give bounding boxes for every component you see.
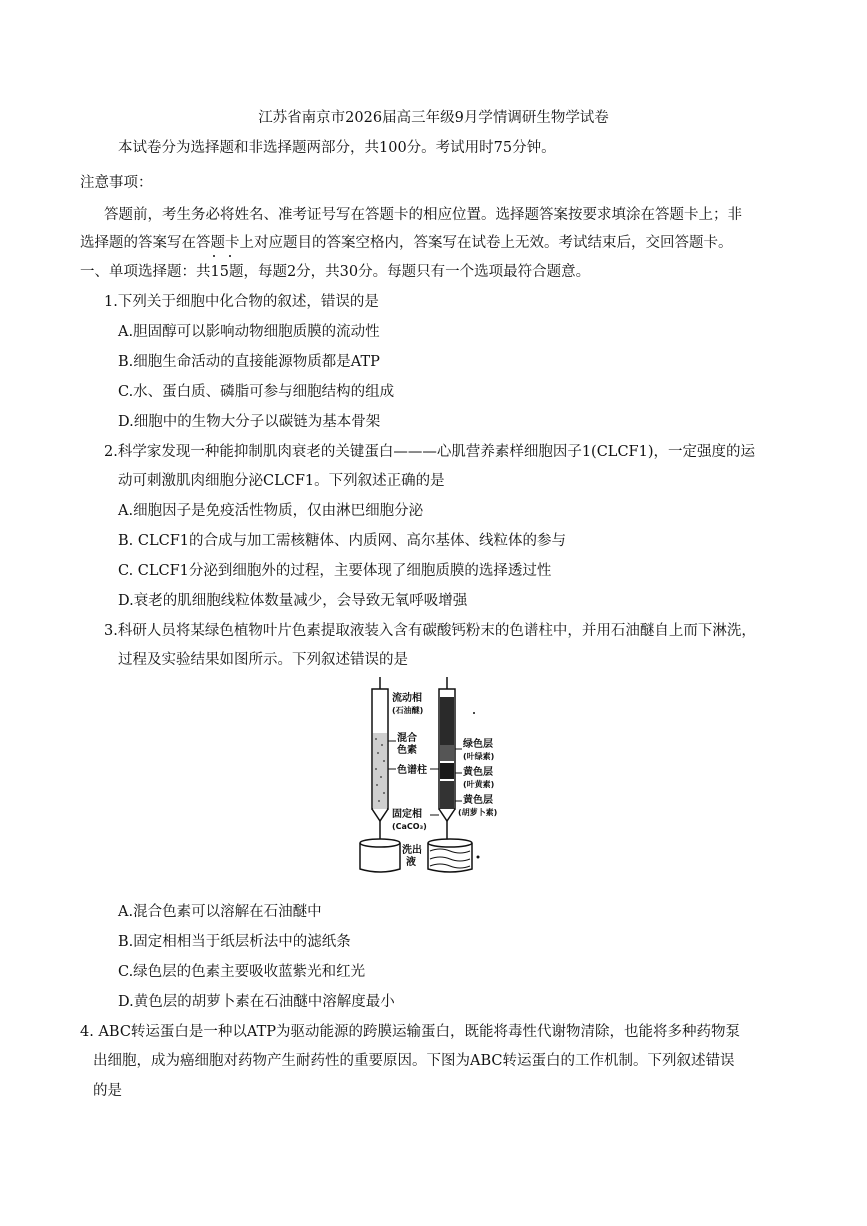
label-yellow-layer: 黄色层 bbox=[463, 767, 493, 778]
intro-text: 本试卷分为选择题和非选择题两部分，共100分。考试用时75分钟。 bbox=[118, 140, 556, 156]
q2-stem-line-1: 2.科学家发现一种能抑制肌肉衰老的关键蛋白———心肌营养素样细胞因子1(CLCF1)，一定强度的运 bbox=[104, 444, 755, 460]
label-eluate: 洗出 bbox=[402, 845, 422, 856]
left-column-funnel bbox=[372, 809, 388, 821]
eluate-wave bbox=[430, 849, 470, 853]
q4-stem-line-2: 出细胞，成为癌细胞对药物产生耐药性的重要原因。下图为ABC转运蛋白的工作机制。下列叙述错误 bbox=[93, 1053, 735, 1069]
q3-option-b: B.固定相相当于纸层析法中的滤纸条 bbox=[118, 934, 351, 950]
q1-option-a: A.胆固醇可以影响动物细胞质膜的流动性 bbox=[118, 324, 380, 340]
eluate-wave bbox=[430, 857, 470, 861]
q2-option-d: D.衰老的肌细胞线粒体数量减少，会导致无氧呼吸增强 bbox=[118, 593, 468, 609]
yellow-layer-band bbox=[440, 763, 454, 779]
q2-option-c: C. CLCF1分泌到细胞外的过程，主要体现了细胞质膜的选择透过性 bbox=[118, 563, 552, 579]
figure-dot bbox=[473, 712, 475, 714]
q4-stem-line-1: 4. ABC转运蛋白是一种以ATP为驱动能源的跨膜运输蛋白，既能将毒性代谢物清除，也能将多种药物泵 bbox=[80, 1024, 741, 1040]
label-eluate-2: 液 bbox=[406, 857, 416, 868]
chromatography-figure bbox=[350, 675, 520, 875]
left-column-packing bbox=[373, 733, 387, 809]
notice-line-1: 答题前，考生务必将姓名、准考证号写在答题卡的相应位置。选择题答案按要求填涂在答题卡上；非 bbox=[104, 207, 742, 223]
q2-stem-line-2: 动可刺激肌肉细胞分泌CLCF1。下列叙述正确的是 bbox=[118, 473, 445, 489]
exam-title: 江苏省南京市2026届高三年级9月学情调研生物学试卷 bbox=[258, 110, 609, 126]
q3-option-a: A.混合色素可以溶解在石油醚中 bbox=[118, 904, 322, 920]
q1-option-d: D.细胞中的生物大分子以碳链为基本骨架 bbox=[118, 414, 381, 430]
q3-stem-line-1: 3.科研人员将某绿色植物叶片色素提取液装入含有碳酸钙粉末的色谱柱中，并用石油醚自上而下淋洗， bbox=[104, 623, 756, 639]
carotene-layer-band bbox=[440, 781, 454, 809]
left-beaker-top bbox=[360, 839, 400, 847]
emphasis-dot bbox=[213, 255, 215, 257]
notice-line-2: 选择题的答案写在答题卡上对应题目的答案空格内，答案写在试卷上无效。考试结束后，交回答题卡。 bbox=[80, 235, 733, 251]
label-green-layer: 绿色层 bbox=[463, 739, 493, 750]
label-stationary-phase-sub: (CaCO₃) bbox=[392, 822, 427, 831]
label-mobile-phase: 流动相 bbox=[392, 693, 422, 704]
label-mixed-pigment-2: 色素 bbox=[397, 745, 417, 756]
eluate-wave bbox=[430, 864, 470, 868]
label-carotene-layer-sub: (胡萝卜素) bbox=[458, 808, 498, 817]
label-stationary-phase: 固定相 bbox=[392, 809, 422, 820]
label-mobile-phase-sub: (石油醚) bbox=[392, 706, 424, 715]
figure-dot bbox=[477, 856, 480, 859]
section-heading: 一、单项选择题：共15题，每题2分，共30分。每题只有一个选项最符合题意。 bbox=[80, 264, 591, 280]
label-mixed-pigment: 混合 bbox=[397, 733, 417, 744]
label-green-layer-sub: (叶绿素) bbox=[463, 752, 495, 761]
q2-option-a: A.细胞因子是免疫活性物质，仅由淋巴细胞分泌 bbox=[118, 503, 424, 519]
q3-option-d: D.黄色层的胡萝卜素在石油醚中溶解度最小 bbox=[118, 994, 395, 1010]
q4-stem-line-3: 的是 bbox=[93, 1083, 122, 1099]
label-yellow-layer-sub: (叶黄素) bbox=[463, 780, 495, 789]
q3-option-c: C.绿色层的色素主要吸收蓝紫光和红光 bbox=[118, 964, 366, 980]
label-column: 色谱柱 bbox=[397, 765, 427, 776]
right-beaker-top bbox=[428, 839, 472, 847]
label-carotene-layer: 黄色层 bbox=[463, 795, 493, 806]
q1-option-c: C.水、蛋白质、磷脂可参与细胞结构的组成 bbox=[118, 384, 395, 400]
q3-stem-line-2: 过程及实验结果如图所示。下列叙述错误的是 bbox=[118, 652, 408, 668]
q2-option-b: B. CLCF1的合成与加工需核糖体、内质网、高尔基体、线粒体的参与 bbox=[118, 533, 566, 549]
emphasis-dot bbox=[229, 255, 231, 257]
right-column-funnel bbox=[439, 809, 455, 821]
mobile-phase-fill bbox=[440, 697, 454, 745]
green-layer-band bbox=[440, 745, 454, 761]
q1-stem: 1.下列关于细胞中化合物的叙述，错误的是 bbox=[104, 294, 379, 310]
notice-heading: 注意事项： bbox=[80, 175, 153, 191]
q1-option-b: B.细胞生命活动的直接能源物质都是ATP bbox=[118, 354, 380, 370]
